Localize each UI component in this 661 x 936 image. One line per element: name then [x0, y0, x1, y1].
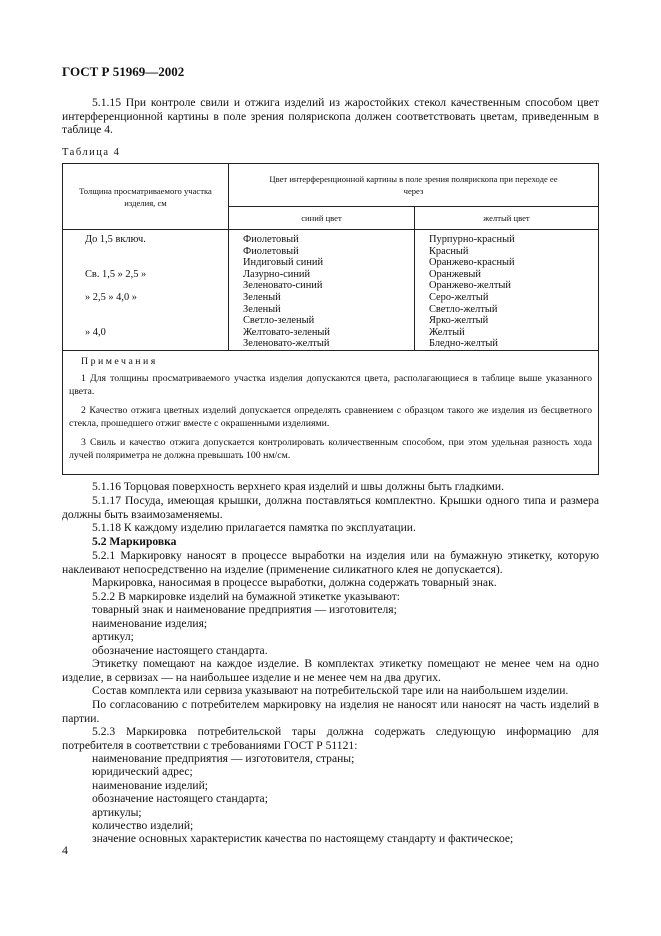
blue-color: Зеленовато-желтый — [243, 338, 330, 350]
yellow-color: Пурпурно-красный — [429, 234, 515, 245]
para-5-1-18: 5.1.18 К каждому изделию прилагается памятка по эксплуатации. — [92, 521, 416, 534]
heading-5-2: 5.2 Маркировка — [92, 535, 177, 548]
yellow-cell — [415, 230, 599, 351]
table-row — [63, 230, 599, 351]
para-5-2-3: 5.2.3 Маркировка потребительской тары должна содержать следующую информацию для потребителя в соответствии с требованиями ГОСТ Р 51121: — [62, 725, 599, 752]
package-item: юридический адрес; — [92, 765, 193, 778]
yellow-color: Бледно-желтый — [429, 338, 498, 350]
label-item: обозначение настоящего стандарта. — [92, 644, 268, 657]
thickness-line — [85, 304, 228, 316]
blue-color: Зеленый — [243, 291, 281, 303]
thickness-line — [85, 280, 228, 292]
notes-title: Примечания — [81, 355, 158, 367]
thickness-line — [85, 338, 228, 350]
header-yellow: желтый цвет — [415, 207, 599, 230]
yellow-color: Серо-желтый — [429, 291, 489, 303]
blue-color: Зеленый — [243, 303, 281, 315]
yellow-color: Красный — [429, 245, 469, 257]
yellow-color: Оранжево-желтый — [429, 280, 511, 292]
label-item: артикул; — [92, 630, 134, 643]
note-3: 3 Свиль и качество отжига допускается контролировать количественным способом, при этом удельная разность хода лучей поляриметра не должна превышать 100 нм/см. — [69, 436, 592, 461]
note-1: 1 Для толщины просматриваемого участка изделия допускаются цвета, располагающиеся в таблице выше указанного цвета. — [69, 372, 592, 397]
note-2: 2 Качество отжига цветных изделий допускается определять сравнением с образцом такого же изделия из бесцветного стекла, прошедшего отжиг вместе с окрашенными изделиями. — [69, 404, 592, 429]
para-agreement: По согласованию с потребителем маркировку на изделия не наносят или наносят на часть изделий в партии. — [62, 698, 599, 725]
thickness-line — [85, 246, 228, 258]
header-thickness: Толщина просматриваемого участка изделия, см — [63, 164, 229, 230]
header-color-group: Цвет интерференционной картины в поле зрения полярископа при переходе ее через — [229, 164, 599, 207]
para-mark-produced: Маркировка, наносимая в процессе выработки, должна содержать товарный знак. — [92, 576, 497, 589]
thickness-line: » 4,0 — [85, 326, 106, 338]
package-item: значение основных характеристик качества по настоящему стандарту и фактическое; — [92, 832, 514, 845]
para-5-1-15: 5.1.15 При контроле свили и отжига изделий из жаростойких стекол качественным способом цвет интерференционной картины в поле зрения полярископа должен соответствовать цветам, приведенным в таблице 4. — [62, 96, 599, 136]
para-5-1-16: 5.1.16 Торцовая поверхность верхнего края изделий и швы должны быть гладкими. — [92, 480, 505, 493]
para-5-2-2: 5.2.2 В маркировке изделий на бумажной этикетке указывают: — [92, 590, 401, 603]
blue-color: Зеленовато-синий — [243, 280, 323, 292]
thickness-line — [85, 257, 228, 269]
blue-color: Фиолетовый — [243, 245, 299, 257]
package-item: наименование изделий; — [92, 779, 208, 792]
package-item: обозначение настоящего стандарта; — [92, 792, 268, 805]
thickness-cell — [63, 230, 229, 351]
blue-color: Индиговый синий — [243, 257, 324, 269]
table-caption: Таблица 4 — [62, 147, 121, 158]
package-item: артикулы; — [92, 806, 142, 819]
yellow-color: Оранжево-красный — [429, 257, 515, 269]
blue-color: Светло-зеленый — [243, 315, 315, 327]
para-5-2-1: 5.2.1 Маркировку наносят в процессе выработки на изделия или на бумажную этикетку, которую наклеивают непосредственно на изделие (применение силикатного клея не допускается). — [62, 549, 599, 576]
blue-color: Лазурно-синий — [243, 268, 311, 280]
blue-color: Фиолетовый — [243, 234, 299, 245]
para-set-content: Состав комплекта или сервиза указывают на потребительской таре или на наибольшем изделии. — [92, 684, 569, 697]
yellow-color: Оранжевый — [429, 268, 481, 280]
yellow-color: Ярко-желтый — [429, 315, 489, 327]
thickness-line: Св. 1,5 » 2,5 » — [85, 268, 147, 280]
para-5-1-17: 5.1.17 Посуда, имеющая крышки, должна поставляться комплектно. Крышки одного типа и размера должны быть взаимозаменяемы. — [62, 494, 599, 521]
yellow-color: Желтый — [429, 326, 465, 338]
para-label-place: Этикетку помещают на каждое изделие. В комплектах этикетку помещают не менее чем на одно изделие, в сервизах — на наибольшее изделие и не менее чем на два других. — [62, 657, 599, 684]
thickness-line: » 2,5 » 4,0 » — [85, 291, 137, 303]
standard-header: ГОСТ Р 51969—2002 — [62, 64, 185, 79]
package-item: наименование предприятия — изготовителя, страны; — [92, 752, 355, 765]
package-item: количество изделий; — [92, 819, 194, 832]
page-number: 4 — [62, 843, 68, 857]
thickness-line — [85, 315, 228, 327]
label-item: товарный знак и наименование предприятия — изготовителя; — [92, 603, 397, 616]
blue-cell — [229, 230, 415, 351]
header-blue: синий цвет — [229, 207, 415, 230]
table-4 — [62, 163, 599, 475]
yellow-color: Светло-желтый — [429, 303, 498, 315]
blue-color: Желтовато-зеленый — [243, 326, 330, 338]
thickness-line: До 1,5 включ. — [85, 234, 146, 245]
label-item: наименование изделия; — [92, 617, 208, 630]
notes-cell — [63, 350, 599, 474]
